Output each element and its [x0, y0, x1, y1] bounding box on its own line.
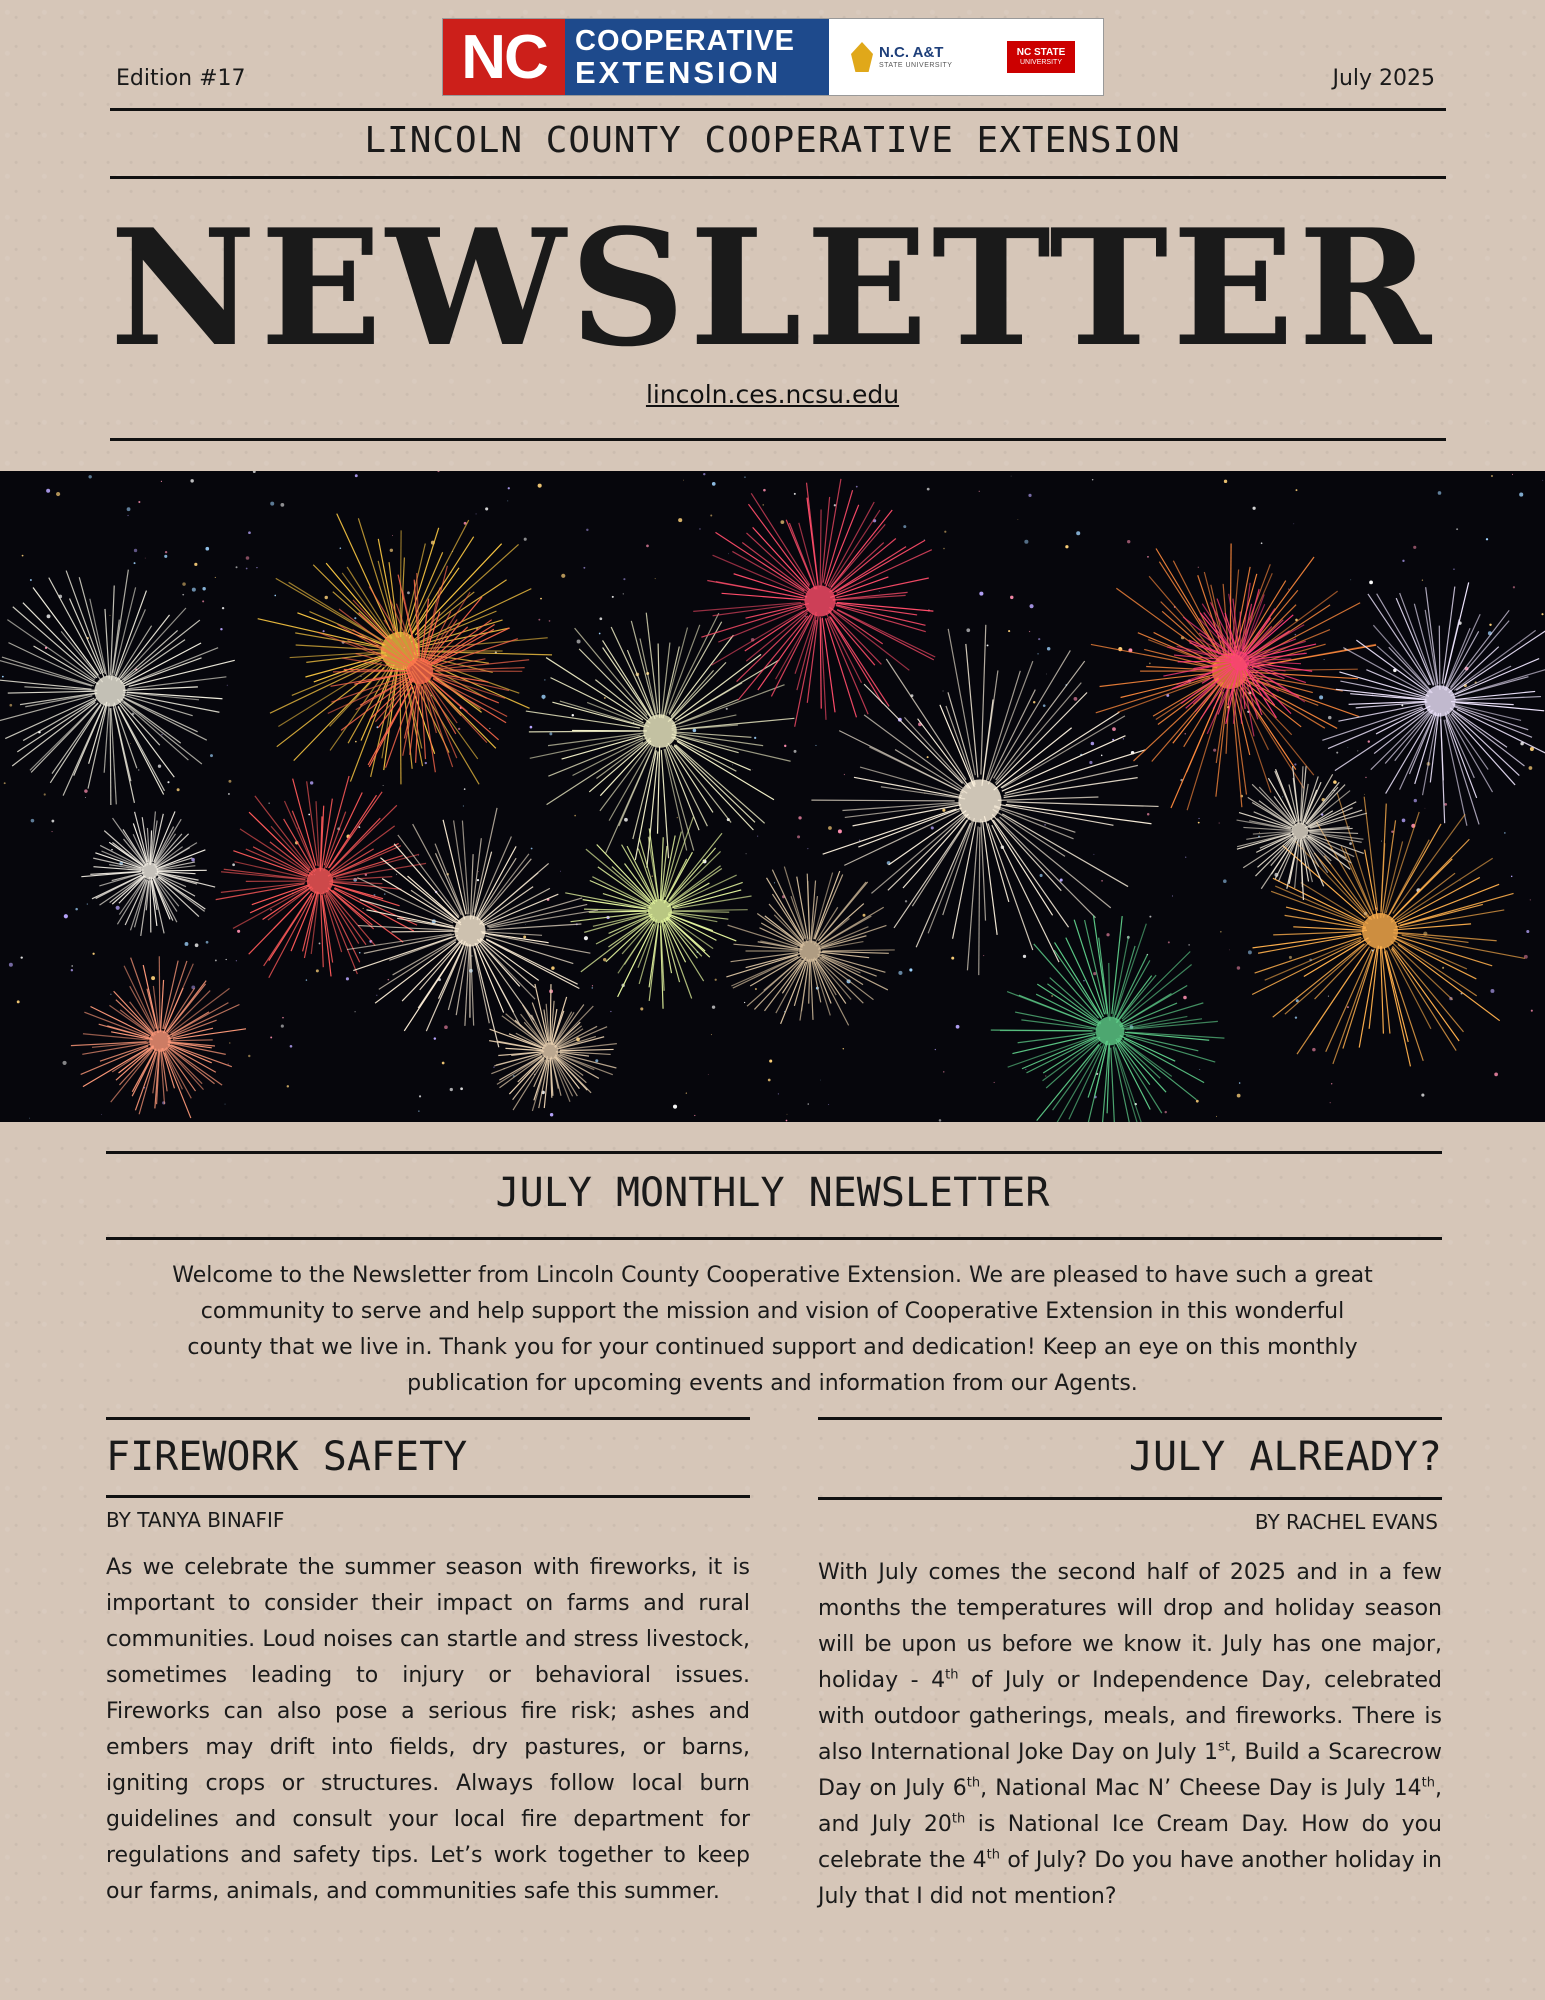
ncat-logo: N.C. A&T STATE UNIVERSITY — [829, 19, 1007, 95]
divider — [106, 1151, 1442, 1154]
left-article-title: FIREWORK SAFETY — [106, 1434, 468, 1480]
extension-logo — [442, 18, 1104, 96]
right-article-body: With July comes the second half of 2025 and in a few months the temperatures will drop and holiday season will be upon us before we know it. July has one major, holiday - 4th of July or Independence Day, celebrated with outdoor gatherings, meals, and fireworks. There is also International Joke Day on July 1st, Build a Scarecrow Day on July 6th, National Mac N’ Cheese Day is July 14th, and July 20th is National Ice Cream Day. How do you celebrate the 4th of July? Do you have another holiday in July that I did not mention? — [818, 1560, 1443, 1909]
fireworks-image — [0, 471, 1545, 1122]
firework-burst — [565, 817, 751, 1009]
divider — [110, 176, 1446, 179]
right-article-title: JULY ALREADY? — [1128, 1434, 1442, 1480]
section-title: JULY MONTHLY NEWSLETTER — [495, 1170, 1050, 1216]
firework-burst — [81, 811, 215, 936]
firework-burst — [726, 867, 894, 1026]
organization-title: LINCOLN COUNTY COOPERATIVE EXTENSION — [364, 120, 1181, 161]
firework-burst — [347, 808, 598, 1047]
firework-burst — [811, 625, 1158, 975]
divider — [106, 1237, 1442, 1240]
fireworks-icon — [0, 471, 1545, 1122]
left-article-byline: BY TANYA BINAFIF — [106, 1508, 285, 1532]
firework-burst — [1237, 766, 1367, 900]
ncstate-logo: NC STATE UNIVERSITY — [1007, 41, 1075, 73]
newsletter-title: NEWSLETTER — [109, 194, 1436, 382]
divider — [110, 438, 1446, 441]
website-link[interactable]: lincoln.ces.ncsu.edu — [645, 380, 900, 409]
firework-burst — [991, 915, 1225, 1122]
divider — [106, 1417, 750, 1420]
divider — [818, 1497, 1442, 1500]
nc-logo-block: NC — [443, 19, 565, 95]
ncat-icon — [851, 42, 873, 72]
divider — [110, 108, 1446, 111]
intro-paragraph: Welcome to the Newsletter from Lincoln County Cooperative Extension. We are pleased to have such a great community to serve and help support the mission and vision of Cooperative Extension in this wonderful county that we live in. Thank you for your continued support and dedication! Keep an eye on this monthly publication for upcoming events and information from our Agents. — [172, 1263, 1373, 1396]
right-article-byline: BY RACHEL EVANS — [1254, 1510, 1438, 1534]
firework-burst — [0, 570, 235, 805]
issue-date: July 2025 — [1332, 66, 1435, 91]
firework-burst — [526, 613, 795, 868]
divider — [818, 1417, 1442, 1420]
cooperative-extension-wordmark: COOPERATIVE EXTENSION — [565, 19, 829, 95]
divider — [106, 1495, 750, 1498]
left-article-body: As we celebrate the summer season with fireworks, it is important to consider their impact on farms and rural communities. Loud noises can startle and stress livestock, sometimes leading to injury or behavioral issues. Fireworks can also pose a serious fire risk; ashes and embers may drift into fields, dry pastures, or barns, igniting crops or structures. Always follow local burn guidelines and consult your local fire department for regulations and safety tips. Let’s work together to keep our farms, animals, and communities safe this summer. — [106, 1555, 750, 1904]
edition-number: Edition #17 — [116, 66, 246, 91]
firework-burst — [1322, 582, 1545, 825]
firework-burst — [71, 956, 246, 1118]
